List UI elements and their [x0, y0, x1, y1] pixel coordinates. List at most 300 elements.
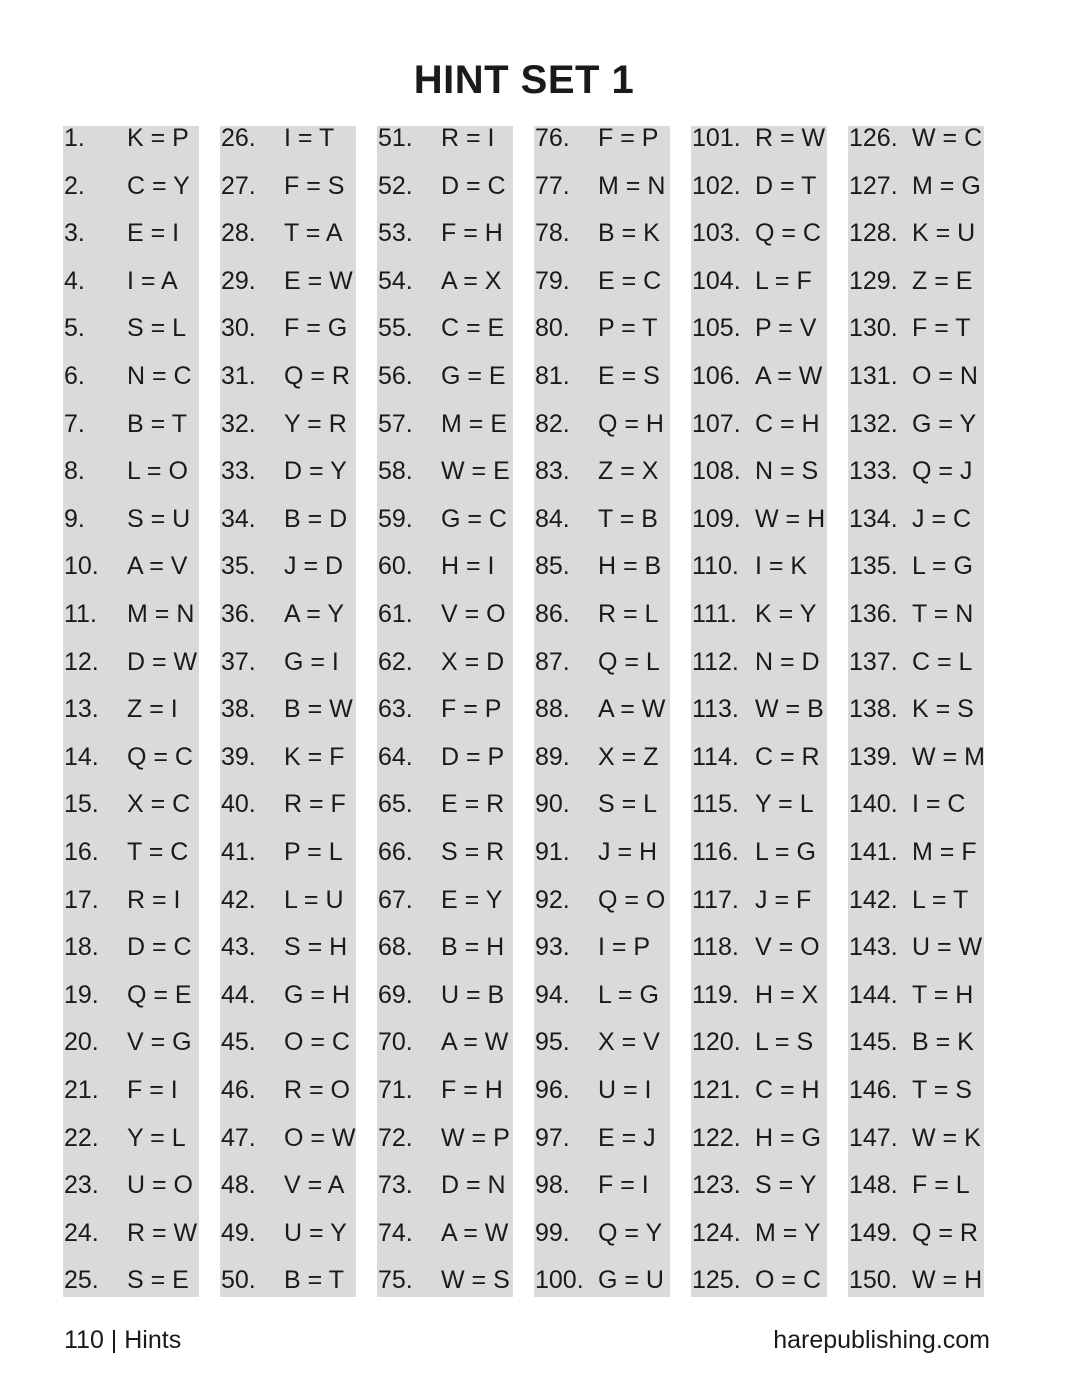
hint-number: 4.: [64, 266, 85, 295]
hint-equation: S = L: [598, 790, 658, 819]
hint-equation: D = C: [441, 171, 506, 200]
hint-number: 22.: [64, 1123, 99, 1152]
hint-equation: R = I: [441, 124, 495, 152]
hint-equation: B = T: [127, 409, 187, 438]
hint-row: [848, 459, 984, 507]
hint-equation: K = S: [912, 695, 974, 724]
hint-equation: I = P: [598, 933, 651, 962]
hint-equation: Q = C: [755, 219, 821, 248]
hint-equation: T = S: [912, 1076, 972, 1104]
hint-number: 113.: [692, 695, 739, 724]
hint-row: [534, 409, 670, 460]
hint-row: [691, 364, 827, 412]
hint-equation: V = O: [755, 933, 820, 962]
hint-row: [691, 980, 827, 1031]
hint-equation: B = T: [284, 1266, 344, 1295]
hint-equation: T = N: [912, 600, 974, 628]
hint-number: 3.: [64, 219, 85, 248]
hint-number: 25.: [64, 1266, 99, 1295]
hint-row: [220, 647, 356, 698]
hint-equation: D = C: [127, 933, 192, 962]
hint-equation: E = I: [127, 219, 180, 248]
hint-row: [377, 647, 513, 698]
hint-row: [63, 980, 199, 1031]
hint-number: 60.: [378, 552, 413, 581]
hint-row: [691, 504, 827, 555]
hint-number: 79.: [535, 266, 570, 295]
hint-row: [220, 364, 356, 412]
hint-equation: S = H: [284, 933, 348, 962]
hint-row: [691, 126, 827, 174]
hint-number: 21.: [64, 1076, 99, 1104]
hint-equation: U = B: [441, 980, 505, 1009]
hint-number: 93.: [535, 933, 570, 962]
hint-number: 78.: [535, 219, 570, 248]
hint-row: [848, 602, 984, 650]
hint-equation: W = P: [441, 1123, 510, 1152]
hint-equation: Z = X: [598, 457, 659, 486]
hint-number: 11.: [64, 600, 97, 628]
hint-row: [63, 266, 199, 317]
hint-number: 48.: [221, 1171, 256, 1200]
hint-number: 106.: [692, 362, 741, 390]
hint-equation: F = G: [284, 314, 348, 343]
hint-equation: Q = J: [912, 457, 973, 486]
hint-equation: F = H: [441, 219, 503, 248]
hint-number: 84.: [535, 504, 570, 533]
hint-equation: G = I: [284, 647, 339, 676]
hint-number: 144.: [849, 980, 898, 1009]
hint-equation: T = H: [912, 980, 974, 1009]
hint-equation: X = Z: [598, 742, 659, 771]
hint-row: [848, 316, 984, 364]
hint-row: [220, 1268, 356, 1316]
hint-equation: S = R: [441, 838, 505, 866]
hint-number: 55.: [378, 314, 413, 343]
hint-row: [377, 1123, 513, 1174]
hint-equation: O = C: [284, 1028, 350, 1057]
hint-row: [220, 409, 356, 460]
hint-number: 76.: [535, 124, 570, 152]
hint-equation: X = C: [127, 790, 191, 819]
hint-row: [220, 1173, 356, 1221]
hint-number: 2.: [64, 171, 85, 200]
hint-equation: N = D: [755, 647, 820, 676]
hint-row: [220, 935, 356, 983]
hint-number: 120.: [692, 1028, 741, 1057]
hint-number: 127.: [849, 171, 898, 200]
hint-number: 85.: [535, 552, 570, 581]
hint-row: [691, 1123, 827, 1174]
hint-number: 6.: [64, 362, 85, 390]
hint-number: 5.: [64, 314, 85, 343]
hint-row: [534, 1268, 670, 1316]
hint-row: [63, 1268, 199, 1316]
hint-number: 68.: [378, 933, 413, 962]
hint-number: 110.: [692, 552, 739, 581]
hint-row: [534, 316, 670, 364]
hint-equation: A = W: [598, 695, 666, 724]
hint-row: [848, 221, 984, 269]
hint-row: [63, 364, 199, 412]
hint-equation: W = H: [912, 1266, 983, 1295]
hint-number: 86.: [535, 600, 570, 628]
hint-equation: Q = E: [127, 980, 192, 1009]
hint-row: [848, 554, 984, 602]
hint-number: 104.: [692, 266, 741, 295]
hint-row: [63, 1030, 199, 1078]
hint-row: [691, 602, 827, 650]
hint-number: 26.: [221, 124, 256, 152]
hint-row: [848, 980, 984, 1031]
hint-row: [63, 935, 199, 983]
hint-number: 112.: [692, 647, 739, 676]
hint-number: 23.: [64, 1171, 99, 1200]
hint-equation: K = Y: [755, 600, 817, 628]
hint-number: 126.: [849, 124, 898, 152]
hint-row: [220, 885, 356, 936]
hint-number: 50.: [221, 1266, 256, 1295]
hint-number: 137.: [849, 647, 898, 676]
hint-number: 52.: [378, 171, 413, 200]
hint-number: 10.: [64, 552, 99, 581]
hint-number: 130.: [849, 314, 898, 343]
hint-number: 81.: [535, 362, 570, 390]
hint-column: [848, 126, 984, 1297]
hint-equation: D = P: [441, 742, 505, 771]
hint-number: 139.: [849, 742, 898, 771]
hint-number: 38.: [221, 695, 256, 724]
hint-number: 103.: [692, 219, 741, 248]
hint-row: [848, 1218, 984, 1269]
hint-number: 27.: [221, 171, 256, 200]
hint-equation: V = G: [127, 1028, 192, 1057]
hint-equation: E = C: [598, 266, 662, 295]
hint-number: 73.: [378, 1171, 413, 1200]
hint-number: 31.: [221, 362, 256, 390]
hint-equation: X = D: [441, 647, 505, 676]
hint-number: 12.: [64, 647, 99, 676]
hint-equation: L = G: [912, 552, 973, 581]
hint-number: 123.: [692, 1171, 741, 1200]
hint-number: 83.: [535, 457, 570, 486]
hint-row: [848, 697, 984, 745]
hint-row: [848, 171, 984, 222]
hint-row: [691, 171, 827, 222]
hint-equation: F = T: [912, 314, 971, 343]
hint-equation: U = I: [598, 1076, 652, 1104]
hint-equation: R = L: [598, 600, 659, 628]
hint-equation: P = L: [284, 838, 343, 866]
hint-row: [63, 1173, 199, 1221]
hint-equation: M = G: [912, 171, 981, 200]
hint-row: [848, 409, 984, 460]
hint-number: 61.: [378, 600, 413, 628]
hint-equation: E = Y: [441, 885, 503, 914]
hint-equation: Q = H: [598, 409, 664, 438]
hint-number: 147.: [849, 1123, 898, 1152]
hint-equation: H = X: [755, 980, 819, 1009]
hint-number: 56.: [378, 362, 413, 390]
hint-number: 100.: [535, 1266, 584, 1295]
hint-equation: K = P: [127, 124, 189, 152]
hint-row: [848, 1078, 984, 1126]
hint-row: [848, 647, 984, 698]
hint-row: [220, 221, 356, 269]
hint-row: [377, 1078, 513, 1126]
hint-row: [848, 935, 984, 983]
hint-number: 118.: [692, 933, 739, 962]
hint-row: [377, 554, 513, 602]
hint-equation: D = Y: [284, 457, 347, 486]
hint-equation: E = S: [598, 362, 660, 390]
hint-number: 80.: [535, 314, 570, 343]
hint-equation: W = E: [441, 457, 510, 486]
hint-equation: F = P: [598, 124, 659, 152]
hint-row: [63, 221, 199, 269]
hint-equation: B = W: [284, 695, 353, 724]
hint-number: 57.: [378, 409, 413, 438]
hint-equation: C = Y: [127, 171, 190, 200]
hint-number: 17.: [64, 885, 99, 914]
hint-number: 101.: [692, 124, 741, 152]
hint-number: 37.: [221, 647, 256, 676]
hint-row: [691, 935, 827, 983]
hint-equation: M = Y: [755, 1218, 821, 1247]
hint-number: 71.: [378, 1076, 413, 1104]
hint-row: [220, 126, 356, 174]
hint-number: 96.: [535, 1076, 570, 1104]
hint-number: 95.: [535, 1028, 570, 1057]
hint-number: 108.: [692, 457, 741, 486]
hint-equation: P = V: [755, 314, 817, 343]
hint-row: [691, 742, 827, 793]
hint-row: [534, 1173, 670, 1221]
hint-equation: B = K: [598, 219, 660, 248]
hint-equation: E = W: [284, 266, 353, 295]
hint-equation: Q = C: [127, 742, 193, 771]
hint-number: 59.: [378, 504, 413, 533]
hint-row: [63, 742, 199, 793]
hint-number: 72.: [378, 1123, 413, 1152]
hint-equation: J = H: [598, 838, 658, 866]
hint-number: 36.: [221, 600, 256, 628]
hint-equation: R = O: [284, 1076, 350, 1104]
hint-equation: I = A: [127, 266, 178, 295]
hint-row: [691, 697, 827, 745]
hint-equation: U = Y: [284, 1218, 347, 1247]
hint-column: [63, 126, 199, 1297]
hint-row: [377, 126, 513, 174]
hint-equation: L = O: [127, 457, 188, 486]
hint-equation: Y = R: [284, 409, 347, 438]
hint-equation: S = L: [127, 314, 187, 343]
hint-number: 148.: [849, 1171, 898, 1200]
hint-row: [63, 1123, 199, 1174]
hint-equation: R = F: [284, 790, 346, 819]
hint-number: 58.: [378, 457, 413, 486]
hint-number: 121.: [692, 1076, 741, 1104]
hint-equation: D = W: [127, 647, 198, 676]
hint-row: [377, 980, 513, 1031]
hint-row: [220, 171, 356, 222]
hint-equation: F = P: [441, 695, 502, 724]
hint-row: [534, 840, 670, 888]
hint-row: [220, 697, 356, 745]
hint-number: 44.: [221, 980, 256, 1009]
hint-row: [691, 459, 827, 507]
hint-row: [63, 504, 199, 555]
hint-equation: A = X: [441, 266, 502, 295]
hint-row: [377, 171, 513, 222]
hint-row: [377, 697, 513, 745]
hint-equation: C = E: [441, 314, 505, 343]
hint-equation: C = L: [912, 647, 973, 676]
hint-equation: M = F: [912, 838, 977, 866]
hint-row: [691, 1268, 827, 1316]
hint-row: [63, 840, 199, 888]
hint-equation: M = N: [598, 171, 666, 200]
hint-number: 19.: [64, 980, 99, 1009]
hint-equation: J = D: [284, 552, 344, 581]
hint-equation: U = W: [912, 933, 983, 962]
hint-number: 40.: [221, 790, 256, 819]
hint-row: [691, 409, 827, 460]
hint-equation: N = S: [755, 457, 819, 486]
hint-row: [534, 504, 670, 555]
hint-row: [63, 792, 199, 840]
hint-row: [848, 126, 984, 174]
hint-equation: G = C: [441, 504, 507, 533]
hint-equation: I = K: [755, 552, 808, 581]
hint-number: 66.: [378, 838, 413, 866]
hint-row: [377, 364, 513, 412]
hint-row: [63, 697, 199, 745]
hint-equation: W = B: [755, 695, 824, 724]
hint-equation: O = C: [755, 1266, 821, 1295]
hint-equation: B = K: [912, 1028, 974, 1057]
hint-equation: P = T: [598, 314, 658, 343]
page-number-label: 110 | Hints: [64, 1326, 182, 1354]
hint-equation: W = M: [912, 742, 985, 771]
publisher-website: harepublishing.com: [773, 1326, 990, 1354]
hint-row: [848, 1268, 984, 1316]
hint-number: 124.: [692, 1218, 741, 1247]
hint-number: 54.: [378, 266, 413, 295]
hint-number: 29.: [221, 266, 256, 295]
hint-row: [848, 1030, 984, 1078]
hint-row: [534, 792, 670, 840]
hint-equation: W = S: [441, 1266, 510, 1295]
hint-equation: H = B: [598, 552, 662, 581]
hint-row: [63, 409, 199, 460]
hint-number: 32.: [221, 409, 256, 438]
hint-number: 24.: [64, 1218, 99, 1247]
hint-row: [534, 126, 670, 174]
hint-number: 63.: [378, 695, 413, 724]
hint-equation: C = H: [755, 409, 820, 438]
hint-equation: A = V: [127, 552, 188, 581]
hint-row: [534, 697, 670, 745]
hint-number: 107.: [692, 409, 741, 438]
hint-row: [377, 459, 513, 507]
hint-row: [534, 602, 670, 650]
hint-number: 35.: [221, 552, 256, 581]
hint-row: [377, 792, 513, 840]
hint-equation: Q = Y: [598, 1218, 663, 1247]
hint-row: [377, 1218, 513, 1269]
hint-equation: G = E: [441, 362, 506, 390]
hint-number: 145.: [849, 1028, 898, 1057]
hint-equation: Y = L: [755, 790, 814, 819]
hint-number: 131.: [849, 362, 898, 390]
hint-equation: G = Y: [912, 409, 977, 438]
hint-number: 13.: [64, 695, 99, 724]
hint-row: [377, 885, 513, 936]
hint-equation: T = B: [598, 504, 658, 533]
hint-row: [220, 980, 356, 1031]
hint-equation: U = O: [127, 1171, 193, 1200]
hint-equation: D = N: [441, 1171, 506, 1200]
hint-number: 102.: [692, 171, 741, 200]
hint-number: 109.: [692, 504, 741, 533]
hint-equation: T = A: [284, 219, 343, 248]
hint-number: 8.: [64, 457, 85, 486]
hint-number: 146.: [849, 1076, 898, 1104]
hint-number: 99.: [535, 1218, 570, 1247]
hint-row: [377, 840, 513, 888]
hint-row: [220, 1218, 356, 1269]
hint-equation: E = R: [441, 790, 505, 819]
hint-number: 115.: [692, 790, 739, 819]
hint-row: [691, 885, 827, 936]
hint-equation: K = F: [284, 742, 345, 771]
hint-equation: R = W: [127, 1218, 198, 1247]
hint-row: [63, 126, 199, 174]
hint-equation: B = D: [284, 504, 348, 533]
hint-equation: C = R: [755, 742, 820, 771]
hint-number: 97.: [535, 1123, 570, 1152]
hint-row: [534, 266, 670, 317]
hint-equation: L = G: [755, 838, 816, 866]
hint-row: [377, 1030, 513, 1078]
hint-number: 18.: [64, 933, 99, 962]
hint-number: 1.: [64, 124, 85, 152]
hint-number: 138.: [849, 695, 898, 724]
hint-row: [63, 554, 199, 602]
hint-equation: K = U: [912, 219, 976, 248]
hint-row: [534, 554, 670, 602]
hint-equation: F = I: [127, 1076, 178, 1104]
hint-row: [534, 1218, 670, 1269]
hint-row: [220, 504, 356, 555]
hint-number: 129.: [849, 266, 898, 295]
hint-row: [848, 364, 984, 412]
hint-equation: A = Y: [284, 600, 345, 628]
hint-row: [848, 1123, 984, 1174]
hint-number: 20.: [64, 1028, 99, 1057]
hint-equation: Z = E: [912, 266, 973, 295]
hint-equation: I = T: [284, 124, 335, 152]
hint-equation: Q = R: [912, 1218, 978, 1247]
hint-number: 53.: [378, 219, 413, 248]
hint-row: [220, 792, 356, 840]
hint-row: [220, 459, 356, 507]
hint-number: 132.: [849, 409, 898, 438]
hint-equation: R = I: [127, 885, 181, 914]
hint-number: 133.: [849, 457, 898, 486]
hint-number: 49.: [221, 1218, 256, 1247]
